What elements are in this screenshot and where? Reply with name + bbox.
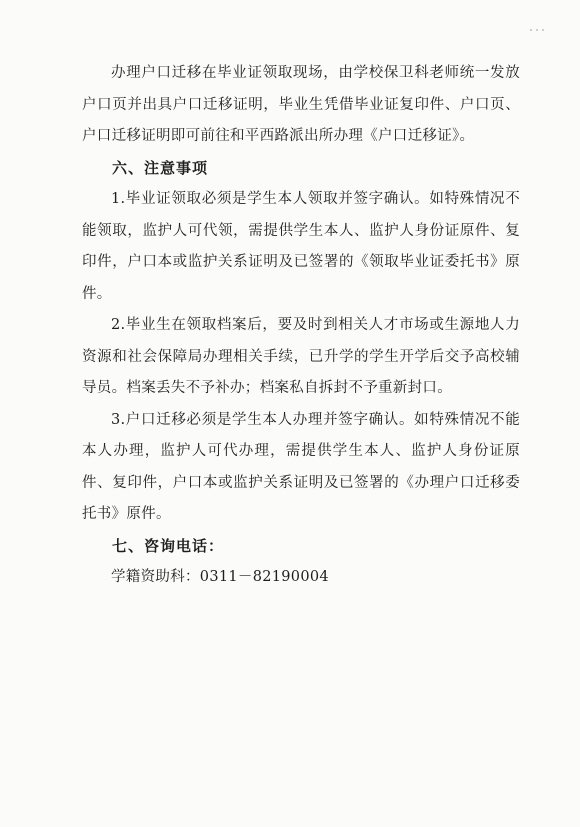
notice-item-1: 1.毕业证领取必须是学生本人领取并签字确认。如特殊情况不能领取，监护人可代领，需提供学生本人、监护人身份证原件、复印件，户口本或监护关系证明及已签署的《领取毕业证委托书》原件。 bbox=[82, 191, 520, 302]
scan-speck-mark bbox=[530, 16, 552, 22]
document-body bbox=[82, 58, 520, 594]
contact-phone-line: 学籍资助科：0311－82190004 bbox=[111, 569, 329, 585]
intro-paragraph: 办理户口迁移在毕业证领取现场，由学校保卫科老师统一发放户口页并出具户口迁移证明，毕业生凭借毕业证复印件、户口页、户口迁移证明即可前往和平西路派出所办理《户口迁移证》。 bbox=[82, 65, 520, 144]
section-six-heading: 六、注意事项 bbox=[112, 158, 209, 177]
notice-item-2: 2.毕业生在领取档案后，要及时到相关人才市场或生源地人力资源和社会保障局办理相关手续，已升学的学生开学后交予高校辅导员。档案丢失不予补办；档案私自拆封不予重新封口。 bbox=[82, 317, 520, 396]
section-seven-heading: 七、咨询电话： bbox=[112, 536, 225, 555]
notice-item-3: 3.户口迁移必须是学生本人办理并签字确认。如特殊情况不能本人办理，监护人可代办理，需提供学生本人、监护人身份证原件、复印件，户口本或监护关系证明及已签署的《办理户口迁移委托书》原件。 bbox=[82, 411, 520, 522]
